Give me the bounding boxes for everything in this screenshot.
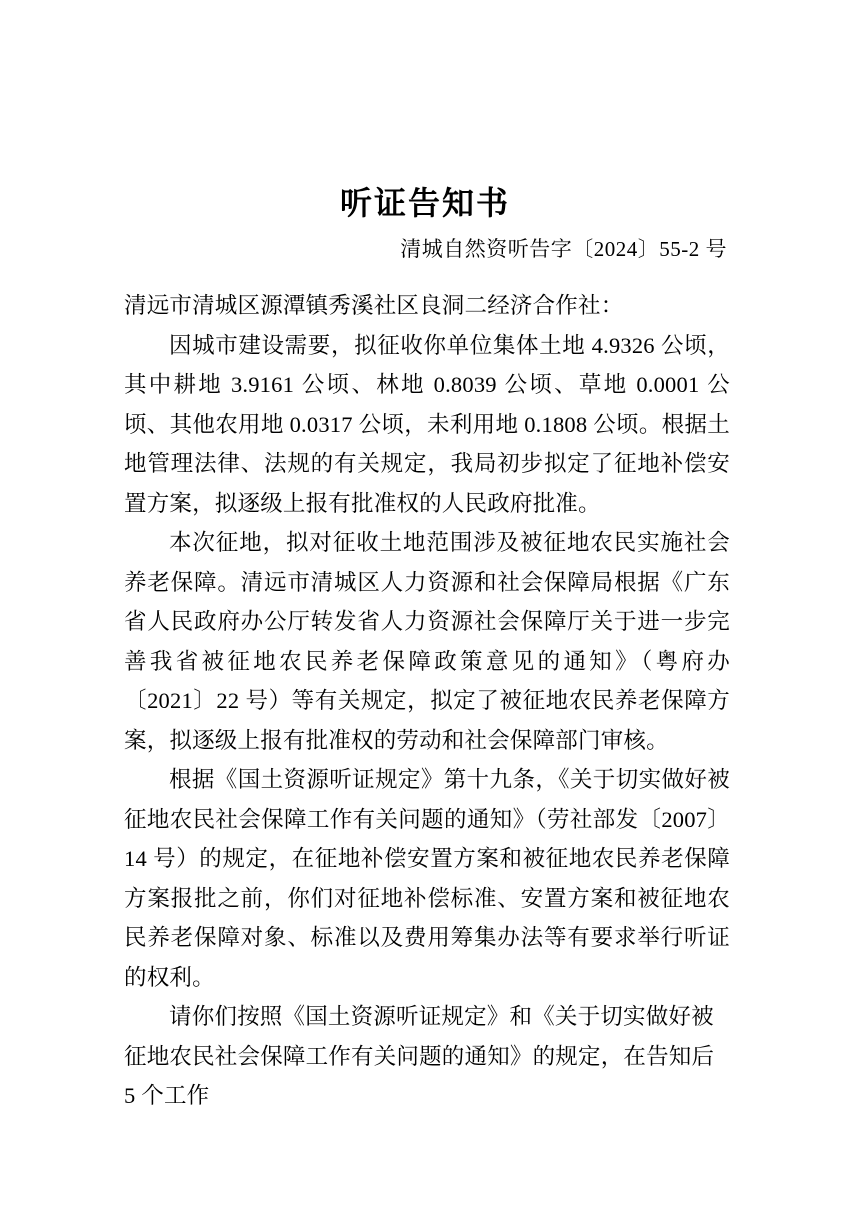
body-paragraph-2: 本次征地，拟对征收土地范围涉及被征地农民实施社会养老保障。清远市清城区人力资源和社会保障局根据《广东省人民政府办公厅转发省人力资源社会保障厅关于进一步完善我省被征地农民养老保障政策意见的通知》（粤府办〔2021〕22 号）等有关规定，拟定了被征地农民养老保障方案，拟逐级上报有批准权的劳动和社会保障部门审核。 <box>124 530 730 753</box>
page-title: 听证告知书 <box>339 185 510 222</box>
body-paragraph-1: 因城市建设需要，拟征收你单位集体土地 4.9326 公顷，其中耕地 3.9161 公顷、林地 0.8039 公顷、草地 0.0001 公顷、其他农用地 0.0317 公顷，未利用地 0.1808 公顷。根据土地管理法律、法规的有关规定，我局初步拟定了征地补偿安置方案，拟逐级上报有批准权的人民政府批准。 <box>124 332 730 516</box>
addressee-line: 清远市清城区源潭镇秀溪社区良洞二经济合作社： <box>124 293 624 318</box>
document-body <box>124 286 730 1116</box>
document-number: 清城自然资听告字〔2024〕55-2 号 <box>400 237 727 261</box>
body-paragraph-4: 请你们按照《国土资源听证规定》和《关于切实做好被征地农民社会保障工作有关问题的通知》的规定，在告知后 5 个工作 <box>124 1004 715 1108</box>
body-paragraph-3: 根据《国土资源听证规定》第十九条，《关于切实做好被征地农民社会保障工作有关问题的通知》（劳社部发〔2007〕14 号）的规定，在征地补偿安置方案和被征地农民养老保障方案报批之前，你们对征地补偿标准、安置方案和被征地农民养老保障对象、标准以及费用筹集办法等有要求举行听证的权利。 <box>124 767 730 990</box>
